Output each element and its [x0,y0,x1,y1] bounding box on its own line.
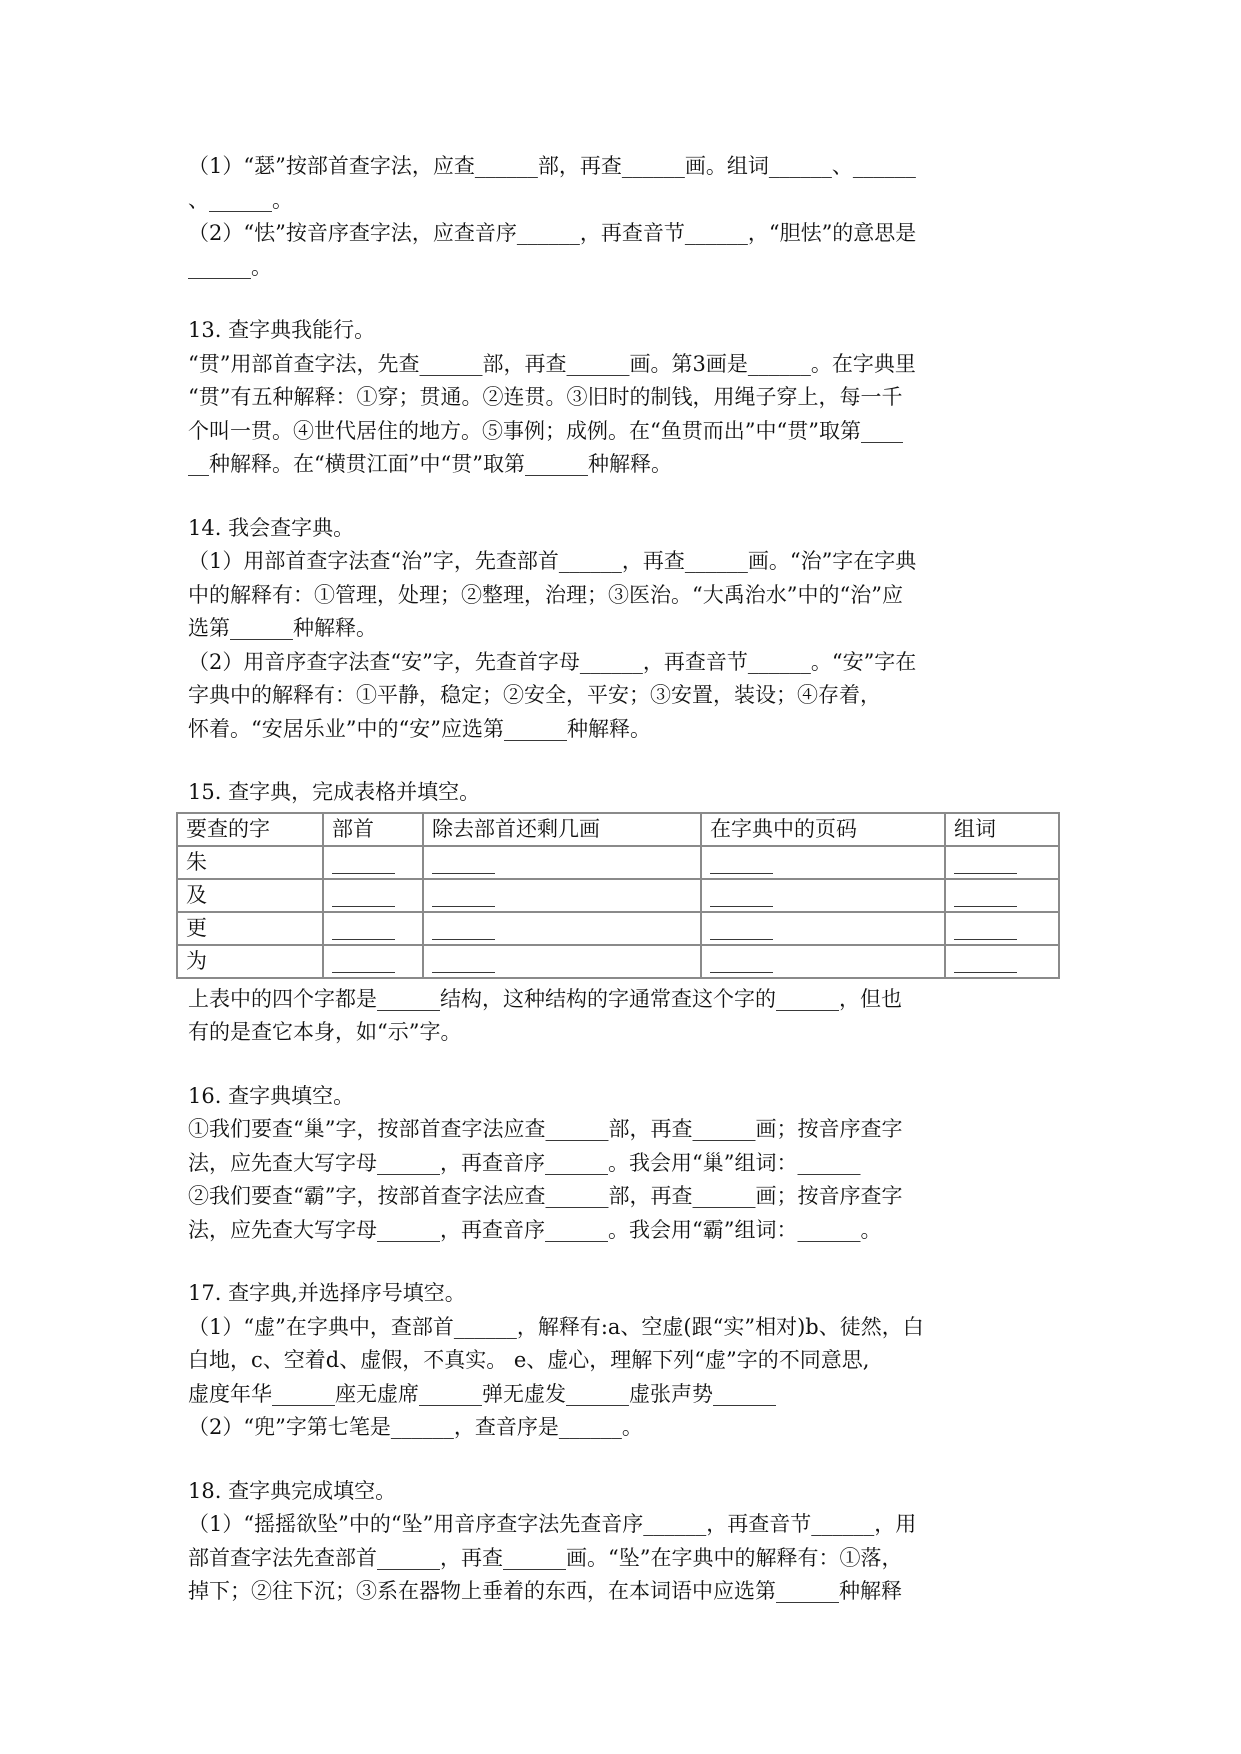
q13-line-1: “贯”用部首查字法，先查______部，再查______画。第3画是______。在字典里 [188,351,916,376]
table-cell-blank: ______ [945,945,1059,978]
question-14 [188,512,1054,747]
q17-title: 17. 查字典,并选择序号填空。 [188,1281,466,1305]
q14-line-6: 怀着。“安居乐业”中的“安”应选第______种解释。 [188,716,651,741]
q12-part2-line-2: ______。 [188,254,272,279]
question-15 [188,776,1054,1050]
question-12 [188,150,1054,284]
q17-line-1: （1）“虚”在字典中，查部首______，解释有:a、空虚(跟“实”相对)b、徒然，白 [188,1314,924,1339]
q15-line-1: 上表中的四个字都是______结构，这种结构的字通常查这个字的______，但也 [188,986,902,1011]
table-cell-character: 更 [177,912,323,945]
q18-line-1: （1）“摇摇欲坠”中的“坠”用音序查字法先查音序______，再查音节______，用 [188,1512,917,1536]
table-cell-character: 及 [177,879,323,912]
table-row [177,879,1059,912]
table-cell-blank: ______ [701,945,945,978]
question-18 [188,1475,1054,1609]
q14-line-1: （1）用部首查字法查“治”字，先查部首______，再查______画。“治”字在字典 [188,549,917,573]
q16-line-3: ②我们要查“霸”字，按部首查字法应查______部，再查______画；按音序查字 [188,1184,903,1208]
table-cell-blank: ______ [323,912,423,945]
table-cell-blank: ______ [323,945,423,978]
q18-title: 18. 查字典完成填空。 [188,1478,397,1503]
q16-line-2: 法，应先查大写字母______，再查音序______。我会用“巢”组词：______ [188,1150,861,1175]
q12-part2-line-1: （2）“怯”按音序查字法，应查音序______，再查音节______，“胆怯”的意思是 [188,221,917,245]
q14-line-4: （2）用音序查字法查“安”字，先查首字母______，再查音节______。“安”字在 [188,649,917,674]
table-cell-blank: ______ [701,846,945,879]
q15-line-2: 有的是查它本身，如“示”字。 [188,1020,462,1044]
question-16 [188,1080,1054,1248]
table-cell-character: 为 [177,945,323,978]
table-cell-blank: ______ [423,945,701,978]
table-cell-blank: ______ [701,879,945,912]
table-row [177,945,1059,978]
q16-line-1: ①我们要查“巢”字，按部首查字法应查______部，再查______画；按音序查字 [188,1117,903,1141]
q12-part1-line-2: 、______。 [188,187,293,212]
q13-line-4: __种解释。在“横贯江面”中“贯”取第______种解释。 [188,452,672,476]
q14-line-5: 字典中的解释有：①平静，稳定；②安全，平安；③安置，装设；④存着， [188,683,881,707]
table-header-cell: 要查的字 [177,813,323,846]
q12-part1-line-1: （1）“瑟”按部首查字法，应查______部，再查______画。组词______、______ [188,154,916,178]
question-13 [188,314,1054,482]
table-header-cell: 组词 [945,813,1059,846]
q18-line-2: 部首查字法先查部首______，再查______画。“坠”在字典中的解释有：①落， [188,1545,903,1570]
q14-title: 14. 我会查字典。 [188,515,355,540]
table-cell-blank: ______ [423,879,701,912]
q14-line-3: 选第______种解释。 [188,616,377,640]
table-header-row [177,813,1059,846]
q13-title: 13. 查字典我能行。 [188,318,376,342]
table-cell-character: 朱 [177,846,323,879]
table-cell-blank: ______ [945,912,1059,945]
table-cell-blank: ______ [701,912,945,945]
q13-line-2: “贯”有五种解释：①穿；贯通。②连贯。③旧时的制钱，用绳子穿上，每一千 [188,385,903,409]
q14-line-2: 中的解释有：①管理，处理；②整理，治理；③医治。“大禹治水”中的“治”应 [188,582,903,607]
table-cell-blank: ______ [945,846,1059,879]
table-cell-blank: ______ [323,846,423,879]
q13-line-3: 个叫一贯。④世代居住的地方。⑤事例；成例。在“鱼贯而出”中“贯”取第____ [188,418,903,443]
table-cell-blank: ______ [423,912,701,945]
q17-line-3: 虚度年华______座无虚席______弹无虚发______虚张声势______ [188,1381,776,1406]
q17-line-2: 白地，c、空着d、虚假，不真实。 e、虚心，理解下列“虚”字的不同意思, [188,1348,870,1372]
table-row [177,912,1059,945]
table-header-cell: 部首 [323,813,423,846]
table-header-cell: 除去部首还剩几画 [423,813,701,846]
table-cell-blank: ______ [945,879,1059,912]
table-row [177,846,1059,879]
table-header-cell: 在字典中的页码 [701,813,945,846]
table-cell-blank: ______ [323,879,423,912]
q18-line-3: 掉下；②往下沉；③系在器物上垂着的东西，在本词语中应选第______种解释 [188,1579,902,1603]
table-cell-blank: ______ [423,846,701,879]
dictionary-lookup-table [176,812,1060,979]
q16-title: 16. 查字典填空。 [188,1083,355,1108]
worksheet-content [188,150,1054,1609]
q15-title: 15. 查字典，完成表格并填空。 [188,780,481,804]
q16-line-4: 法，应先查大写字母______，再查音序______。我会用“霸”组词：______。 [188,1217,882,1242]
question-17 [188,1277,1054,1445]
q17-line-4: （2）“兜”字第七笔是______，查音序是______。 [188,1415,643,1439]
